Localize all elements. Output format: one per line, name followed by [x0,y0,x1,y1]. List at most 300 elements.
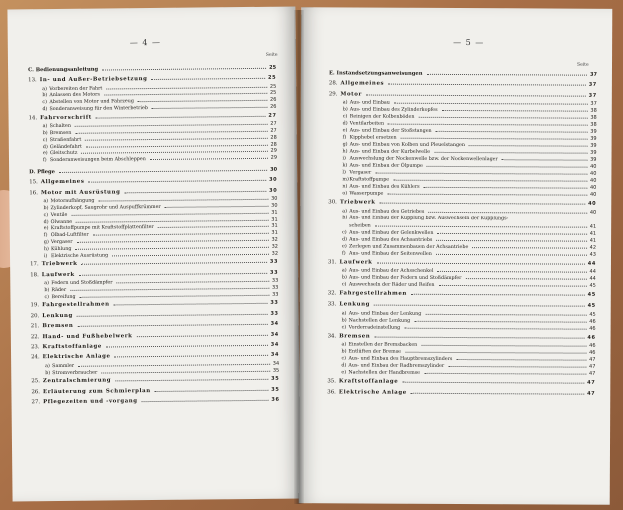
leader-dots [117,281,269,284]
toc-entry-text [30,271,77,277]
toc-chapter-number: 34. [327,332,337,339]
toc-title: Sammler [52,363,75,369]
toc-title: Allgemeines [340,80,385,87]
leader-dots [427,166,587,168]
toc-item-letter: l) [342,170,346,176]
leader-dots [425,313,586,315]
toc-title: Laufwerk [41,271,75,278]
toc-chapter-number: 23. [30,344,40,351]
toc-title: Aus- und Einbau von Kolben und Pleuelstangen [349,142,465,149]
toc-title: Motor mit Ausrüstung [40,189,121,196]
toc-entry-text [31,378,113,385]
toc-page-number: 35 [272,367,280,374]
page-number: — 5 — [453,37,485,48]
toc-page-number: 46 [589,349,596,356]
toc-entry-text [31,302,112,309]
toc-page-number: 41 [589,223,597,230]
toc-page-number: 39 [590,157,597,164]
toc-item-letter: b) [42,131,48,137]
leader-dots [79,273,267,276]
leader-dots [85,138,267,141]
toc-item-letter: b) [44,287,50,294]
leader-dots [155,390,268,392]
toc-item-letter: d) [342,121,348,127]
toc-title: Räder [51,287,67,293]
toc-entry-text [44,247,74,252]
leader-dots [434,152,587,154]
toc-item-letter: a) [341,268,347,274]
toc-entry-text [42,86,104,92]
toc-page-number: 43 [589,251,597,258]
toc-entry-text [43,151,80,156]
toc-entry-text [328,291,409,297]
leader-dots [114,303,268,306]
toc-page-number: 30 [271,202,278,209]
toc-chapter-number: 30. [328,199,337,206]
toc-title: Kraftstoffpumpe [349,177,390,184]
toc-entry-text [44,288,68,293]
toc-page-number: 28 [270,141,277,148]
toc-item-letter: o) [342,191,348,197]
toc-title: Aus- und Einbau der Achsschenkel [348,268,434,275]
toc-item-letter: b) [42,93,48,99]
toc-chapter [31,342,279,353]
book-spine [294,10,304,504]
toc-entry-text [342,269,436,274]
toc-item-letter: f) [342,135,347,141]
leader-dots [165,206,268,208]
toc-page-number: 46 [589,318,596,325]
toc-entry-text [342,157,499,163]
leader-dots [437,233,586,235]
toc-entry-text [329,91,364,97]
toc-title: Aus- und Einbau des Kühlers [349,184,420,191]
toc-title: Elektrische Anlage [42,353,111,361]
toc-entry-text [342,318,413,323]
toc-item-letter: c) [44,294,50,300]
toc-item-letter: n) [342,184,348,190]
toc-chapter [31,331,279,342]
toc-title: Abstellen von Motor und Fahrzeug [49,99,134,106]
toc-page-number: 27 [270,127,277,134]
toc-chapter-number: 22. [30,333,40,340]
leader-dots [70,288,269,291]
toc-page-number: 31 [271,216,278,223]
toc-page-number: 26 [269,96,277,104]
toc-title: Aus- und Einbau [349,100,390,107]
toc-page-number: 45 [587,302,596,309]
toc-entry-text [29,169,57,175]
toc-page-number: 33 [271,277,279,284]
toc-entry-text [341,371,422,376]
leader-dots [375,226,587,228]
toc-title: Wasserpumpe [349,191,384,198]
toc-entry-text [28,76,149,83]
leader-dots [75,131,267,134]
toc-entry-text [342,178,391,183]
toc-page-number: 33 [269,269,279,276]
toc-page-number: 38 [590,108,597,115]
leader-dots [71,213,268,216]
toc-chapter-number: 32. [327,290,337,297]
toc-entry-text [343,108,440,114]
leader-dots [388,124,587,126]
toc-page-number: 33 [270,300,279,307]
toc-item-letter: a) [45,363,50,369]
toc-page-number: 47 [589,363,596,370]
toc-page-number: 44 [589,269,596,276]
leader-dots [78,364,270,367]
toc-page-number: 27 [268,112,277,119]
toc-title: In- und Außer-Betriebsetzung [39,76,148,84]
toc-entry-text [44,219,75,224]
toc-page-number: 46 [589,342,596,349]
toc-title: Bereifung [51,294,76,300]
toc-page-number: 41 [589,237,597,244]
leader-dots [59,170,267,173]
toc-page-number: 27 [270,120,277,128]
toc-item-letter: e) [42,151,48,157]
leader-dots [152,107,267,109]
toc-entry-text [342,325,403,330]
toc-title: Ölbad-Luftfilter [50,232,89,239]
leader-dots [394,103,588,105]
toc-title: Aus- und Einbau des Getriebes [349,209,425,215]
toc-title: Laufwerk [339,259,373,266]
toc-title: Federn und Stoßdämpfer [51,280,113,287]
toc-title: Reinigen der Kolbenböden [349,114,415,121]
toc-title: D. Pflege [29,169,55,176]
leader-dots [414,320,586,322]
toc-title: Aus- und Einbau der Lenkung [348,310,422,317]
toc-chapter-number: 14. [28,115,38,122]
toc-entry-text [342,283,437,288]
toc-entry-text [329,70,425,77]
toc-entry-text [30,261,79,268]
toc-page-number: 32 [271,236,278,243]
toc-page-number: 40 [588,201,597,208]
toc-page-number: 34 [270,331,279,338]
leader-dots [77,314,268,317]
leader-dots [418,117,587,119]
table-of-contents [327,67,597,399]
toc-page-number: 42 [589,244,597,251]
toc-page-number: 47 [588,370,596,377]
toc-page-number: 40 [589,209,597,216]
toc-entry-text [29,189,122,196]
leader-dots [101,370,270,373]
toc-item-letter: a) [42,86,48,92]
toc-page-number: 47 [587,390,596,397]
toc-page-number: 33 [271,284,279,291]
leader-dots [401,138,588,140]
toc-chapter-number: 24. [31,354,40,361]
toc-chapter-number: 20. [30,313,40,320]
toc-chapter-number: 13. [28,77,37,84]
toc-chapter [31,311,279,322]
toc-item-letter: b) [341,275,347,281]
toc-entry-text [342,185,421,190]
toc-page-number: 39 [590,150,597,157]
toc-page-number: 31 [271,229,278,236]
toc-entry-text [327,389,408,395]
toc-chapter [29,177,277,188]
toc-item-letter: k) [342,163,348,169]
toc-item-letter: d) [42,144,48,150]
toc-title: Geländefahrt [49,144,82,150]
toc-item-letter: f) [43,233,48,239]
toc-subentry [327,369,595,377]
leader-dots [124,191,266,193]
toc-entry-text [42,99,136,105]
toc-item-letter: c) [342,114,348,120]
toc-entry-text [341,350,403,355]
toc-entry-text [31,333,135,340]
toc-title: Vorderradeinstellung [348,324,401,331]
toc-title: Lenkung [339,301,371,308]
toc-item-letter: c) [341,356,347,362]
toc-page-number: 32 [271,250,279,257]
leader-dots [502,160,587,161]
toc-item-letter: i) [342,156,346,162]
toc-title: Nachstellen der Lenkung [348,317,411,324]
toc-entry-text [328,200,377,206]
toc-item-letter: a) [341,342,347,348]
toc-entry-text [327,378,400,384]
toc-item-letter: e) [342,244,347,250]
leader-dots [81,262,266,265]
toc-page-number: 34 [272,360,280,367]
toc-entry-text [343,150,433,155]
toc-title: Sonderanweisung für den Winterbetrieb [49,106,148,113]
toc-title: Bremsen [49,130,72,137]
toc-page-number: 47 [589,356,596,363]
toc-page-number: 46 [587,334,596,341]
toc-item-letter: g) [43,240,49,246]
toc-entry-text [329,81,386,87]
leader-dots [437,271,586,273]
toc-chapter-number: 29. [328,91,338,98]
right-page [299,7,613,505]
leader-dots [151,78,265,80]
leader-dots [404,327,586,329]
toc-entry-text [42,106,149,112]
toc-title: Kraftstoffpumpe mit Kraftstoffplattenfilter [50,225,154,232]
toc-title: Lenkung [42,312,73,320]
toc-item-letter: c) [342,230,347,236]
toc-page-number: 45 [587,292,596,299]
toc-page-number: 39 [590,143,597,150]
leader-dots [424,187,587,189]
leader-dots [424,373,586,375]
leader-dots [436,254,587,256]
toc-item-letter: d) [43,219,49,225]
toc-chapter [31,321,279,332]
toc-item-letter: d) [42,107,48,113]
toc-entry-text [43,138,84,143]
toc-entry-text [32,398,140,405]
toc-page-number: 35 [271,376,280,383]
toc-page-number: 39 [590,136,597,143]
toc-chapter-number: 35. [327,378,336,385]
leader-dots [439,285,587,287]
toc-subentry [328,324,596,332]
toc-entry-text [342,164,424,169]
toc-section [329,70,597,80]
toc-item-letter: b) [342,107,348,113]
toc-entry-text [31,344,104,351]
toc-page-number: 40 [589,185,597,192]
leader-dots [472,247,586,249]
toc-entry-text [342,192,385,197]
toc-chapter [328,291,596,301]
leader-dots [375,173,587,175]
toc-entry-text [43,131,74,136]
toc-page-number: 36 [271,396,280,403]
toc-item-letter: c) [42,137,48,144]
toc-title: Aus- und Einbau der Seitenwellen [348,251,432,257]
toc-chapter-number: 21. [30,323,40,330]
toc-title: Hand- und Fußhebelwerk [42,332,133,340]
toc-page-number: 30 [271,195,278,202]
toc-item-letter: b) [341,317,347,323]
leader-dots [405,352,586,354]
toc-title: Entlüften der Bremse [348,349,402,355]
toc-title: Schalten [49,124,72,130]
leader-dots [426,74,587,76]
leader-dots [428,212,586,214]
toc-title: E. Instandsetzungsanweisungen [328,70,423,77]
toc-title: Zentralschmierung [42,377,112,385]
leader-dots [75,247,268,250]
toc-item-letter: m) [342,177,349,183]
toc-title: Aus- und Einbau des Zylinderkopfes [349,107,438,114]
toc-title: Vergaser [349,170,372,177]
toc-page-number: 25 [269,90,277,97]
toc-page-number: 28 [270,134,277,141]
toc-entry-text [343,136,399,141]
toc-item-letter: a) [342,100,348,106]
toc-title: Bremsen [339,332,371,340]
page-number: — 4 — [129,37,162,48]
toc-chapter [32,397,280,408]
toc-page-number: 31 [271,209,278,216]
leader-dots [93,233,269,236]
leader-dots [138,100,267,102]
toc-title: Auswechseln der Räder und Reifen [348,282,435,289]
toc-entry-text [342,311,424,316]
toc-chapter-number: 19. [30,302,40,309]
leader-dots [75,124,267,127]
leader-dots [80,294,270,297]
leader-dots [393,180,587,182]
toc-page-number: 30 [269,187,278,194]
toc-title: Vorbereiten der Fahrt [49,86,103,92]
toc-title: Aus- und Einbau der Gelenkwellen [349,230,434,236]
leader-dots [465,278,586,280]
toc-entry-text [31,313,75,319]
toc-title: Nachstellen der Handbremse [348,370,420,376]
toc-item-letter: c) [341,282,347,288]
toc-entry-text [29,179,86,186]
toc-title: Fahrgestellrahmen [42,301,110,309]
toc-item-letter: a) [44,281,50,287]
toc-title: Aus- und Einbau der Stoßstangen [349,128,432,135]
toc-title: Stromverbraucher [52,370,98,376]
toc-title: Ventile [50,212,68,218]
toc-page-number: 38 [590,122,597,129]
toc-entry-text [45,364,76,369]
toc-chapter [327,378,595,388]
toc-page-number: 45 [589,311,596,318]
leader-dots [436,131,588,133]
toc-subentry [328,282,596,290]
toc-item-letter: c) [43,212,49,218]
toc-title: Erläuterung zum Schmierplan [42,387,151,395]
toc-page-number: 34 [270,320,279,328]
toc-page-number: 40 [590,178,597,185]
toc-entry-text [44,240,75,245]
toc-page-number: 25 [269,64,277,71]
toc-page-number: 40 [589,192,597,199]
toc-page-number: 33 [272,291,279,298]
leader-dots [76,219,268,222]
toc-item-letter: d) [342,237,348,243]
leader-dots [98,199,268,202]
toc-entry-text [44,213,70,218]
toc-entry-text [42,93,102,99]
toc-entry-text [343,101,392,106]
leader-dots [136,334,267,336]
toc-item-letter: e) [341,370,347,376]
toc-page-number: 32 [271,243,278,250]
toc-title: Bremsen [42,323,74,330]
leader-dots [115,379,268,382]
toc-title: Elektrische Anlage [338,389,407,396]
leader-dots [112,253,268,256]
toc-title: Auswechslung der Nockenwelle bzw. der Nockenwellenlager [349,156,498,163]
toc-page-number: 29 [270,154,278,162]
toc-chapter-number: 17. [30,261,39,268]
toc-chapter-number: 18. [30,271,39,278]
toc-title: Aus- und Einbau der Kurbelwelle [349,149,431,156]
leader-dots [158,226,269,228]
toc-title: Kraftstoffanlage [42,343,102,351]
toc-page-number: 45 [589,283,596,290]
toc-entry-text [44,233,91,238]
toc-item-letter: b) [342,215,348,221]
leader-dots [402,382,584,384]
toc-title: Sonderanweisungen beim Abschleppen [49,157,146,164]
toc-chapter [329,81,597,91]
toc-title: Allgemeines [40,179,85,186]
toc-entry-text [342,343,420,348]
toc-page-number: 33 [269,258,279,266]
toc-subentry [328,250,596,258]
toc-chapter [31,300,279,311]
toc-title: Motoraufhängung [50,198,95,205]
toc-page-number: 38 [590,115,597,122]
toc-item-letter: d) [341,363,347,369]
toc-subentry [328,191,596,199]
toc-title: scheiben [349,223,371,229]
leader-dots [142,400,269,402]
toc-entry-text [349,224,373,229]
toc-chapter-number: 15. [29,179,38,186]
toc-page-number: 31 [271,223,278,230]
toc-chapter [31,376,279,387]
toc-page-number: 44 [589,276,596,283]
